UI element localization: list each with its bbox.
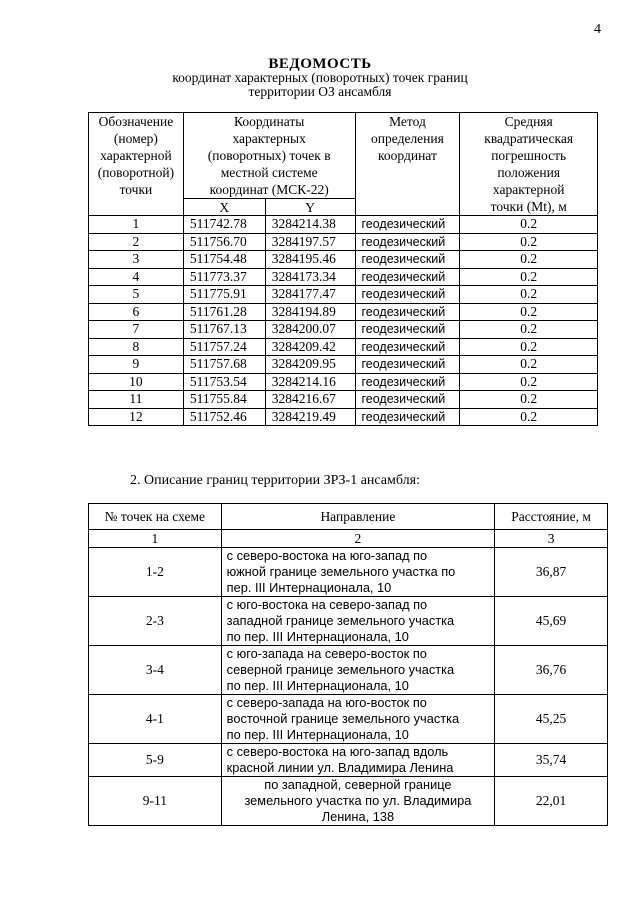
segment-points: 4-1 [89, 695, 222, 744]
table-row [89, 251, 598, 269]
segment-distance: 45,69 [495, 597, 608, 646]
section-heading: 2. Описание границ территории ЗРЗ-1 ансамбля: [130, 473, 420, 488]
direction-line: по западной, северной границе [264, 777, 452, 792]
method-cell: геодезический [355, 391, 460, 409]
point-number: 2 [89, 233, 184, 251]
direction-line: красной линии ул. Владимира Ленина [226, 760, 454, 775]
table-row [89, 268, 598, 286]
error-cell: 0.2 [460, 338, 598, 356]
coord-x: 511742.78 [183, 216, 265, 234]
coord-x: 511754.48 [183, 251, 265, 269]
coord-y: 3284194.89 [265, 303, 355, 321]
point-number: 9 [89, 356, 184, 374]
direction-line: по пер. III Интернационала, 10 [226, 629, 409, 644]
error-cell: 0.2 [460, 233, 598, 251]
coord-y: 3284209.95 [265, 356, 355, 374]
segment-distance: 45,25 [495, 695, 608, 744]
boundaries-rows [89, 548, 608, 826]
coord-y: 3284173.34 [265, 268, 355, 286]
table-row [89, 356, 598, 374]
table-row [89, 744, 608, 777]
method-cell: геодезический [355, 216, 460, 234]
column-number: 2 [221, 530, 494, 548]
coord-y: 3284177.47 [265, 286, 355, 304]
segment-distance: 22,01 [495, 777, 608, 826]
title-line-3: территории ОЗ ансамбля [248, 84, 392, 99]
point-number: 5 [89, 286, 184, 304]
boundaries-table [88, 503, 608, 826]
segment-distance: 36,76 [495, 646, 608, 695]
table-row [89, 646, 608, 695]
header-text: Координаты [234, 114, 305, 129]
segment-points: 2-3 [89, 597, 222, 646]
error-cell: 0.2 [460, 303, 598, 321]
header-text: характерной [492, 182, 565, 197]
coord-x: 511756.70 [183, 233, 265, 251]
point-number: 8 [89, 338, 184, 356]
table-row [89, 373, 598, 391]
header-x: X [183, 199, 265, 216]
coord-x: 511757.24 [183, 338, 265, 356]
header-text: координат (МСК-22) [209, 182, 329, 197]
coord-x: 511775.91 [183, 286, 265, 304]
error-cell: 0.2 [460, 216, 598, 234]
coordinates-table [88, 112, 598, 426]
table-row [89, 391, 598, 409]
header-text: (номер) [113, 131, 158, 146]
method-cell: геодезический [355, 338, 460, 356]
table-row [89, 233, 598, 251]
header-text: определения [371, 131, 444, 146]
direction-line: по пер. III Интернационала, 10 [226, 678, 409, 693]
method-cell: геодезический [355, 303, 460, 321]
title-main: ВЕДОМОСТЬ [268, 56, 372, 72]
segment-direction [221, 646, 494, 695]
point-number: 6 [89, 303, 184, 321]
page-number: 4 [594, 22, 601, 37]
table-row [89, 777, 608, 826]
method-cell: геодезический [355, 286, 460, 304]
segment-points: 1-2 [89, 548, 222, 597]
document-title [0, 57, 640, 99]
error-cell: 0.2 [460, 286, 598, 304]
header-coordinates [183, 113, 355, 199]
coord-x: 511752.46 [183, 408, 265, 426]
coord-y: 3284219.49 [265, 408, 355, 426]
direction-line: с юго-востока на северо-запад по [226, 597, 428, 612]
direction-line: Ленина, 138 [321, 809, 395, 824]
header-points: № точек на схеме [89, 504, 222, 530]
segment-points: 9-11 [89, 777, 222, 826]
error-cell: 0.2 [460, 356, 598, 374]
header-text: положения [497, 165, 561, 180]
direction-line: по пер. III Интернационала, 10 [226, 727, 409, 742]
method-cell: геодезический [355, 251, 460, 269]
table-row [89, 286, 598, 304]
header-text: Средняя [504, 114, 553, 129]
table-row [89, 303, 598, 321]
header-text: (поворотной) [97, 165, 175, 180]
coord-y: 3284200.07 [265, 321, 355, 339]
direction-line: восточной границе земельного участка [226, 711, 460, 726]
error-cell: 0.2 [460, 251, 598, 269]
coord-y: 3284197.57 [265, 233, 355, 251]
direction-line: с северо-запада на юго-восток по [226, 695, 427, 710]
error-cell: 0.2 [460, 268, 598, 286]
table-row [89, 548, 608, 597]
segment-direction [221, 597, 494, 646]
method-cell: геодезический [355, 233, 460, 251]
direction-line: западной границе земельного участка [226, 613, 455, 628]
point-number: 4 [89, 268, 184, 286]
header-text: точки (Mt), м [490, 199, 567, 214]
header-y: Y [265, 199, 355, 216]
coord-y: 3284209.42 [265, 338, 355, 356]
header-distance: Расстояние, м [495, 504, 608, 530]
error-cell: 0.2 [460, 391, 598, 409]
header-designation [89, 113, 184, 216]
table-row [89, 408, 598, 426]
coord-x: 511753.54 [183, 373, 265, 391]
header-text: (поворотных) точек в [207, 148, 331, 163]
coord-y: 3284214.38 [265, 216, 355, 234]
coord-y: 3284195.46 [265, 251, 355, 269]
column-number: 3 [495, 530, 608, 548]
coord-x: 511761.28 [183, 303, 265, 321]
error-cell: 0.2 [460, 321, 598, 339]
table-row [89, 321, 598, 339]
segment-direction [221, 695, 494, 744]
direction-line: южной границе земельного участка по [226, 564, 456, 579]
header-direction: Направление [221, 504, 494, 530]
coord-x: 511755.84 [183, 391, 265, 409]
header-text: характерных [232, 131, 306, 146]
error-cell: 0.2 [460, 373, 598, 391]
point-number: 1 [89, 216, 184, 234]
method-cell: геодезический [355, 321, 460, 339]
column-number: 1 [89, 530, 222, 548]
direction-line: с северо-востока на юго-запад вдоль [226, 744, 449, 759]
coord-x: 511773.37 [183, 268, 265, 286]
header-text: погрешность [491, 148, 567, 163]
coordinates-rows [89, 216, 598, 426]
segment-distance: 36,87 [495, 548, 608, 597]
error-cell: 0.2 [460, 408, 598, 426]
direction-line: северной границе земельного участка [226, 662, 455, 677]
table-row [89, 216, 598, 234]
header-text: квадратическая [484, 131, 574, 146]
table-row [89, 695, 608, 744]
segment-points: 5-9 [89, 744, 222, 777]
direction-line: земельного участка по ул. Владимира [244, 793, 472, 808]
segment-distance: 35,74 [495, 744, 608, 777]
direction-line: пер. III Интернационала, 10 [226, 580, 392, 595]
point-number: 11 [89, 391, 184, 409]
segment-direction [221, 744, 494, 777]
method-cell: геодезический [355, 373, 460, 391]
coord-y: 3284216.67 [265, 391, 355, 409]
table-row [89, 338, 598, 356]
segment-direction [221, 777, 494, 826]
header-text: местной системе [220, 165, 318, 180]
coord-x: 511767.13 [183, 321, 265, 339]
header-text: точки [119, 182, 153, 197]
point-number: 3 [89, 251, 184, 269]
method-cell: геодезический [355, 268, 460, 286]
table-row [89, 597, 608, 646]
header-text: Метод [389, 114, 426, 129]
header-method [355, 113, 460, 216]
point-number: 12 [89, 408, 184, 426]
header-text: Обозначение [98, 114, 174, 129]
segment-direction [221, 548, 494, 597]
method-cell: геодезический [355, 356, 460, 374]
point-number: 10 [89, 373, 184, 391]
direction-line: с северо-востока на юго-запад по [226, 548, 428, 563]
direction-line: с юго-запада на северо-восток по [226, 646, 427, 661]
title-line-2: координат характерных (поворотных) точек границ [172, 70, 468, 85]
method-cell: геодезический [355, 408, 460, 426]
coord-x: 511757.68 [183, 356, 265, 374]
segment-points: 3-4 [89, 646, 222, 695]
header-text: координат [378, 148, 437, 163]
point-number: 7 [89, 321, 184, 339]
header-text: характерной [100, 148, 172, 163]
coord-y: 3284214.16 [265, 373, 355, 391]
header-error [460, 113, 598, 216]
